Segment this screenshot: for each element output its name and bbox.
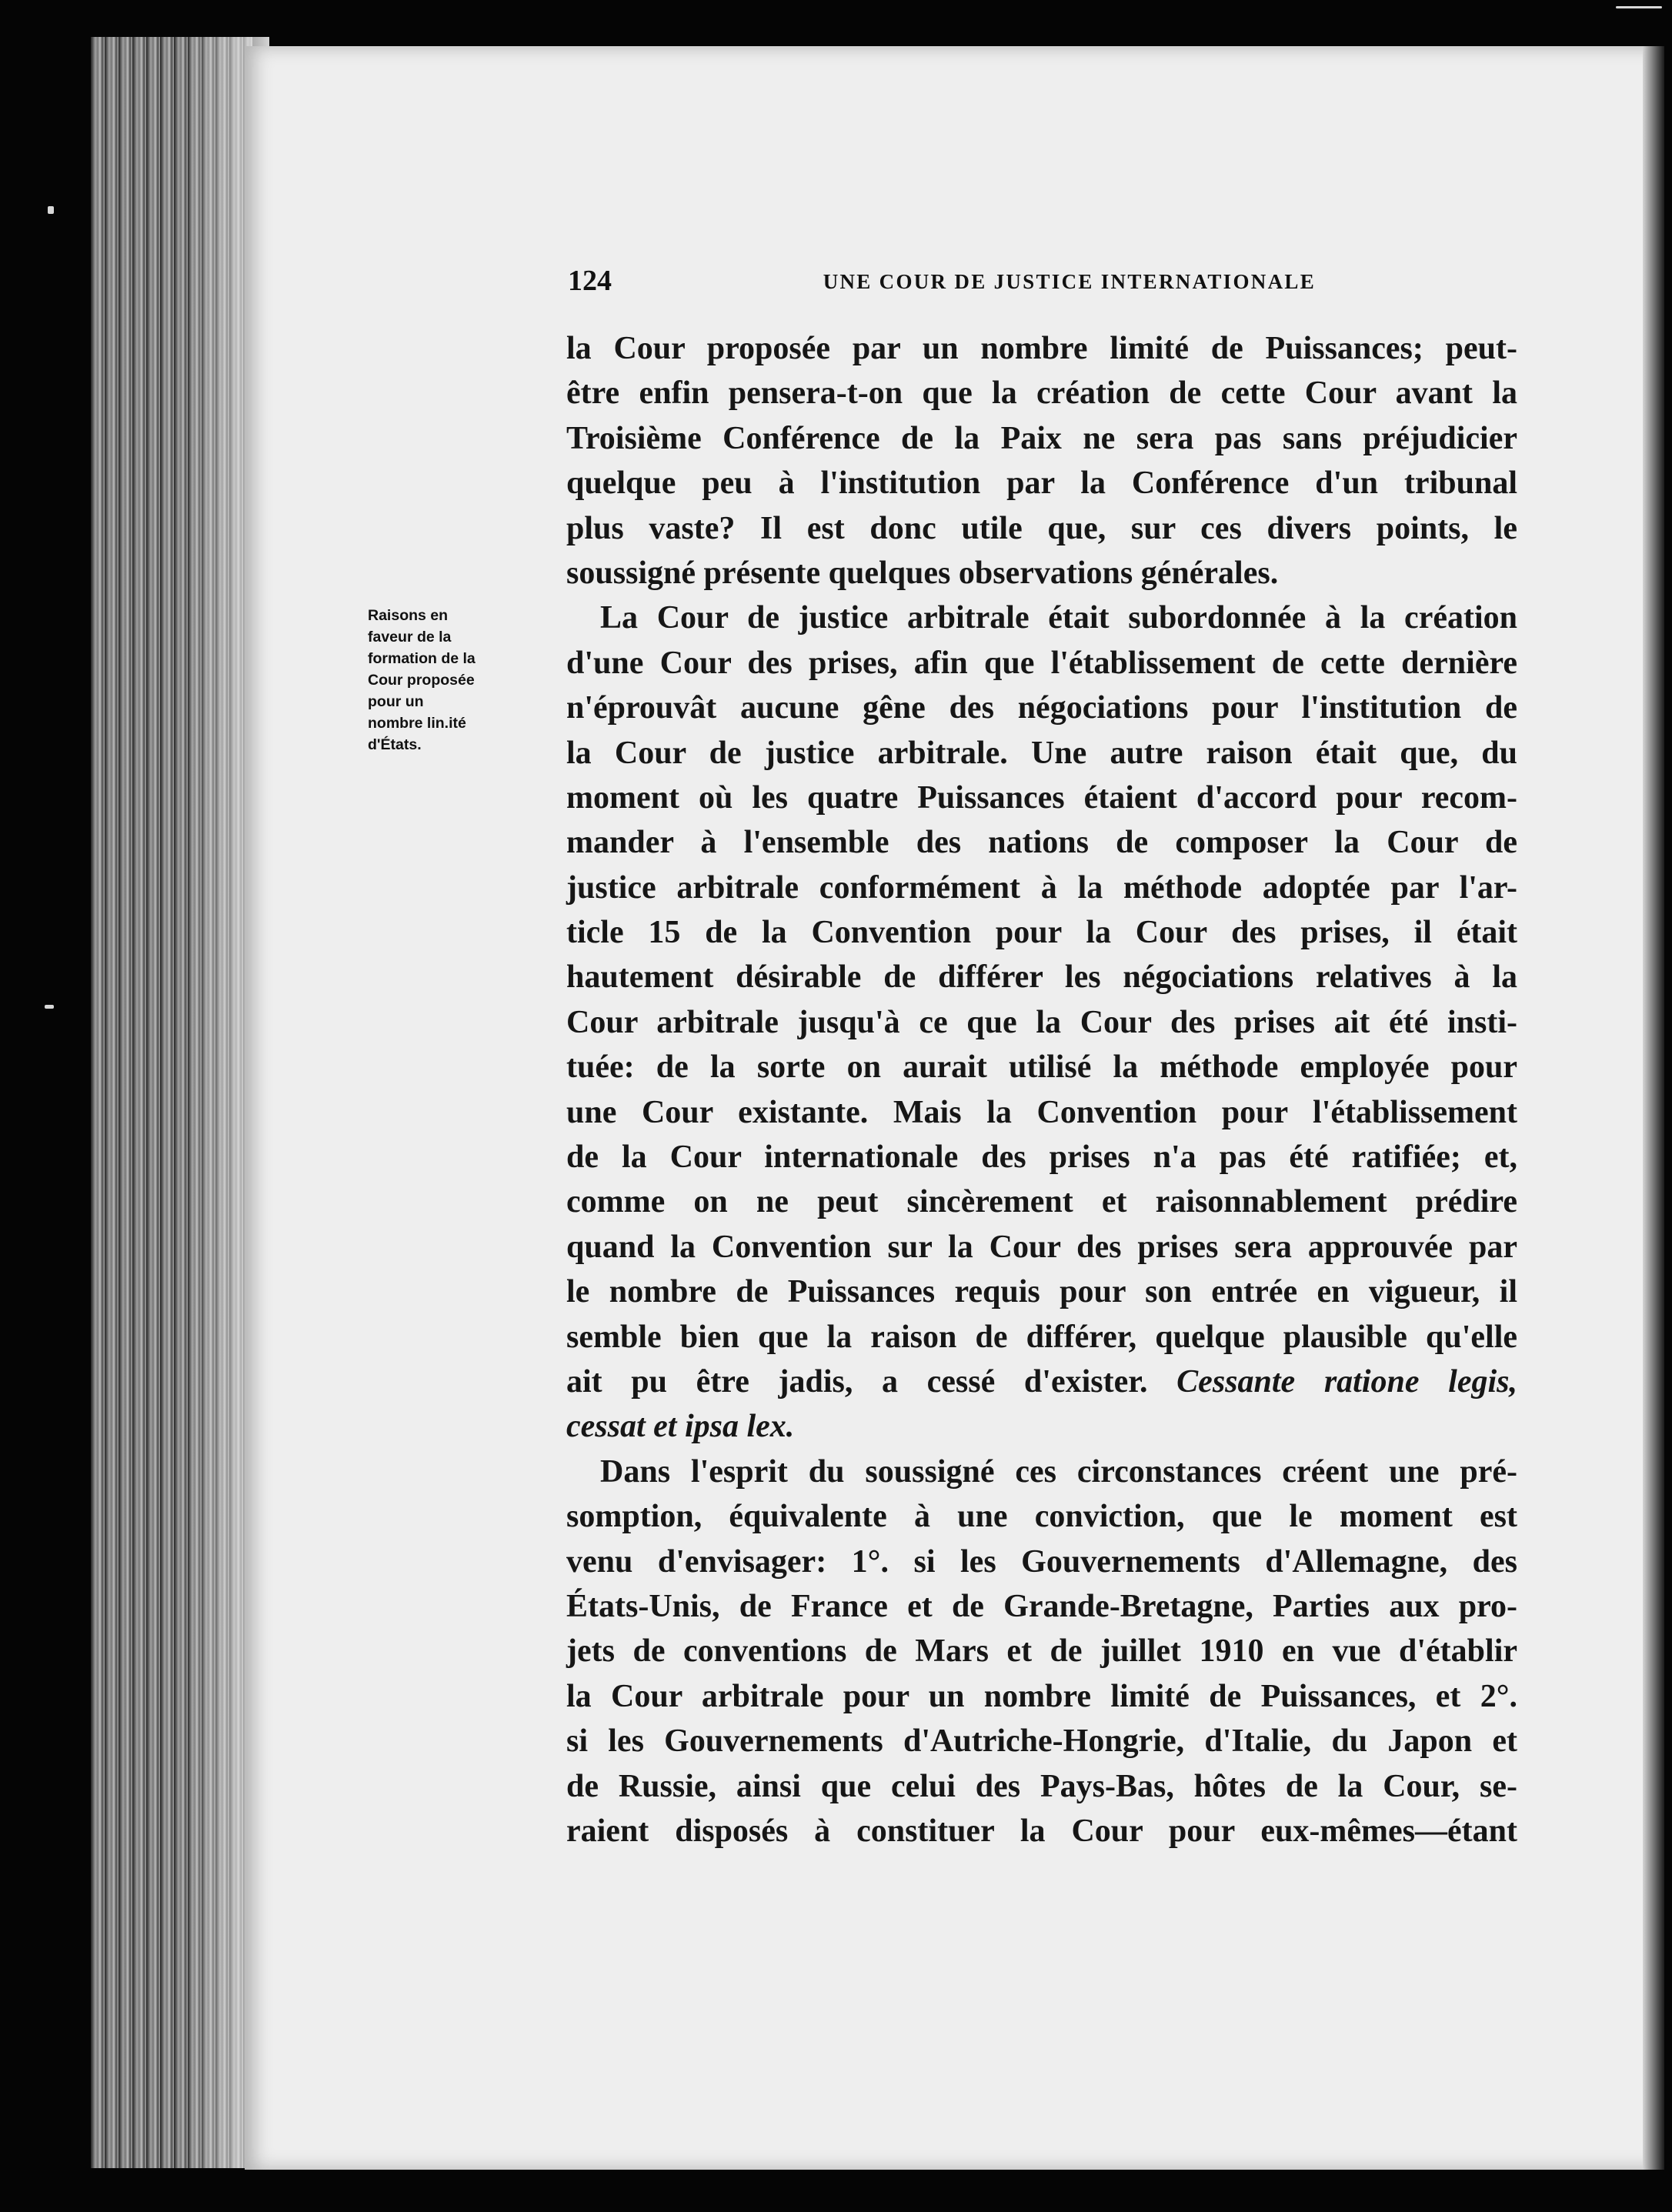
text-line: n'éprouvât aucune gêne des négociations pour l'institution de <box>566 690 1517 726</box>
text-line: venu d'envisager: 1°. si les Gouvernements d'Allemagne, des <box>566 1543 1517 1580</box>
text-line-mixed <box>566 1360 1517 1404</box>
page-number: 124 <box>568 265 612 297</box>
text-line: Troisième Conférence de la Paix ne sera pas sans préjudicier <box>566 420 1517 456</box>
paragraph-1 <box>566 326 1517 596</box>
margin-note-line: pour un <box>368 693 424 710</box>
dust-speck <box>48 206 54 214</box>
dust-speck <box>1616 6 1662 8</box>
text-line: moment où les quatre Puissances étaient d'accord pour recom- <box>566 779 1517 816</box>
margin-note-line: faveur de la <box>368 629 452 646</box>
dust-speck <box>45 1005 54 1009</box>
text-line: mander à l'ensemble des nations de composer la Cour de <box>566 825 1517 861</box>
margin-note-line: formation de la <box>368 650 476 667</box>
margin-note <box>368 605 531 756</box>
text-line: La Cour de justice arbitrale était subordonnée à la création <box>600 600 1517 636</box>
text-line: justice arbitrale conformément à la méthode adoptée par l'ar- <box>566 869 1517 906</box>
paragraph-2 <box>566 596 1517 1449</box>
text-line: États-Unis, de France et de Grande-Bretagne, Parties aux pro- <box>566 1588 1517 1624</box>
text-line: Cour arbitrale jusqu'à ce que la Cour des prises ait été insti- <box>566 1004 1517 1040</box>
text-line: jets de conventions de Mars et de juillet 1910 en vue d'établir <box>566 1633 1517 1670</box>
text-line: être enfin pensera-t-on que la création de cette Cour avant la <box>566 375 1517 412</box>
text-line: de Russie, ainsi que celui des Pays-Bas, hôtes de la Cour, se- <box>566 1768 1517 1804</box>
text-segment: ait pu être jadis, a cessé d'exister. <box>566 1363 1148 1400</box>
text-line: plus vaste? Il est donc utile que, sur ces divers points, le <box>566 510 1517 546</box>
latin-maxim: Cessante ratione legis, <box>1176 1363 1517 1400</box>
margin-note-line: d'États. <box>368 736 422 753</box>
latin-maxim-end: cessat et ipsa lex. <box>566 1409 795 1445</box>
body-text <box>566 326 1517 1853</box>
text-line: une Cour existante. Mais la Convention pour l'établissement <box>566 1094 1517 1130</box>
text-line: soussigné présente quelques observations générales. <box>566 555 1279 591</box>
text-line: somption, équivalente à une conviction, que le moment est <box>566 1499 1517 1535</box>
text-line: le nombre de Puissances requis pour son entrée en vigueur, il <box>566 1274 1517 1310</box>
text-line: quand la Convention sur la Cour des prises sera approuvée par <box>566 1229 1517 1265</box>
paragraph-3 <box>566 1450 1517 1854</box>
page-header <box>568 262 1316 300</box>
text-line: tuée: de la sorte on aurait utilisé la méthode employée pour <box>566 1049 1517 1086</box>
text-line: d'une Cour des prises, afin que l'établissement de cette dernière <box>566 645 1517 681</box>
text-line: si les Gouvernements d'Autriche-Hongrie, d'Italie, du Japon et <box>566 1723 1517 1760</box>
margin-note-line: Raisons en <box>368 607 449 624</box>
text-line: ticle 15 de la Convention pour la Cour des prises, il était <box>566 915 1517 951</box>
text-line: comme on ne peut sincèrement et raisonnablement prédire <box>566 1184 1517 1220</box>
text-line: la Cour proposée par un nombre limité de Puissances; peut- <box>566 331 1517 366</box>
text-line: semble bien que la raison de différer, quelque plausible qu'elle <box>566 1319 1517 1355</box>
running-head: UNE COUR DE JUSTICE INTERNATIONALE <box>823 270 1316 293</box>
text-line: de la Cour internationale des prises n'a pas été ratifiée; et, <box>566 1139 1517 1176</box>
text-line: raient disposés à constituer la Cour pour eux-mêmes—étant <box>566 1813 1517 1849</box>
margin-note-line: nombre lin.ité <box>368 715 466 732</box>
text-line: la Cour arbitrale pour un nombre limité de Puissances, et 2°. <box>566 1678 1517 1714</box>
text-line: quelque peu à l'institution par la Conférence d'un tribunal <box>566 465 1517 502</box>
margin-note-line: Cour proposée <box>368 672 475 689</box>
text-line: la Cour de justice arbitrale. Une autre raison était que, du <box>566 735 1517 771</box>
text-line: hautement désirable de différer les négociations relatives à la <box>566 959 1517 996</box>
text-line: Dans l'esprit du soussigné ces circonstances créent une pré- <box>600 1453 1517 1490</box>
page-right-edge <box>1643 46 1664 2170</box>
